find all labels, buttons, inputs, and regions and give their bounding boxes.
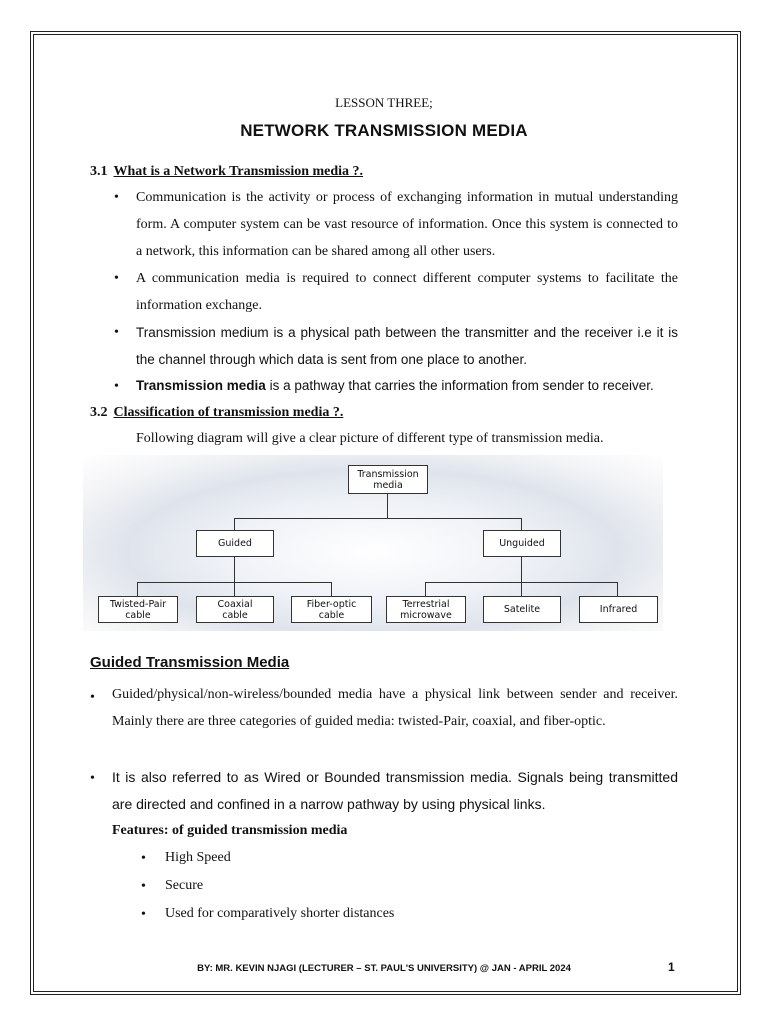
bullet-text: Transmission medium is a physical path between the transmitter and the receiver i.e it is the channel through which data is sent from one place to another. (136, 325, 678, 367)
diagram-node-coaxial (196, 596, 274, 623)
bullet-icon: • (114, 379, 119, 394)
diagram-node-guided (196, 530, 274, 557)
section-title: What is a Network Transmission media ?. (113, 164, 364, 179)
diagram-node-terrestrial-microwave (386, 596, 466, 623)
node-label: Guided (218, 538, 252, 549)
connector-line (521, 518, 522, 530)
section-number: 3.2 (90, 405, 108, 420)
node-label-line: media (373, 479, 403, 491)
feature-item: Secure (165, 878, 204, 893)
features-heading: Features: of guided transmission media (112, 823, 348, 838)
diagram-intro: Following diagram will give a clear picture of different type of transmission media. (136, 431, 604, 446)
connector-line (234, 518, 521, 519)
connector-line (234, 518, 235, 530)
node-label-line: Transmission (357, 468, 419, 480)
diagram-node-infrared (579, 596, 658, 623)
node-label-line: Twisted-Pair (109, 598, 167, 610)
bullet-rest: is a pathway that carries the information from sender to receiver. (265, 378, 654, 393)
diagram-node-fiber-optic (291, 596, 372, 623)
bullet-icon: • (141, 879, 146, 894)
bullet-icon: • (90, 690, 95, 705)
connector-line (617, 582, 618, 596)
connector-line (234, 556, 235, 583)
node-label-line: cable (318, 609, 345, 621)
connector-line (521, 556, 522, 583)
connector-line (521, 582, 522, 596)
connector-line (425, 582, 426, 596)
bullet-icon: • (114, 190, 119, 205)
bullet-text: It is also referred to as Wired or Bounded transmission media. Signals being transmitted are directed and confined in a narrow pathway by using physical links. (112, 769, 678, 812)
connector-line (137, 582, 138, 596)
bullet-icon: • (141, 907, 146, 922)
diagram-node-satellite (483, 596, 561, 623)
section-number: 3.1 (90, 164, 108, 179)
diagram-node-twisted-pair (98, 596, 178, 623)
node-label-line: cable (222, 609, 248, 621)
page-number: 1 (668, 960, 675, 974)
node-label: Satelite (503, 604, 541, 615)
bullet-text: Communication is the activity or process of exchanging information in mutual understanding form. A computer system can be vast resource of information. Once this system is connected to a network, this information can be shared among all other users. (136, 190, 678, 259)
guided-section-heading: Guided Transmission Media (90, 654, 290, 671)
node-label-line: Fiber-optic (306, 598, 357, 610)
bullet-icon: • (141, 851, 146, 866)
feature-item: High Speed (165, 850, 231, 865)
node-label: Unguided (499, 538, 545, 549)
feature-item: Used for comparatively shorter distances (165, 906, 395, 921)
diagram-node-transmission-media (348, 465, 428, 494)
node-label-line: Coaxial (217, 598, 253, 610)
section-title: Classification of transmission media ?. (113, 405, 344, 420)
lesson-label: LESSON THREE; (335, 95, 433, 110)
page-footer: BY: MR. KEVIN NJAGI (LECTURER – ST. PAUL'S UNIVERSITY) @ JAN - APRIL 2024 (197, 963, 571, 974)
bold-term: Transmission media (136, 378, 266, 393)
connector-line (234, 582, 235, 596)
node-label-line: microwave (400, 609, 452, 621)
node-label-line: cable (125, 609, 151, 621)
bullet-text: A communication media is required to connect different computer systems to facilitate the information exchange. (136, 271, 678, 313)
node-label: Infrared (599, 604, 638, 615)
page-title: NETWORK TRANSMISSION MEDIA (240, 121, 528, 140)
connector-line (331, 582, 332, 596)
node-label-line: Terrestrial (402, 598, 450, 610)
connector-line (387, 492, 388, 519)
diagram-node-unguided (483, 530, 561, 557)
bullet-icon: • (90, 771, 95, 786)
bullet-icon: • (114, 271, 119, 286)
bullet-icon: • (114, 325, 119, 340)
bullet-text: Guided/physical/non-wireless/bounded media have a physical link between sender and receiver. Mainly there are three categories of guided media: twisted-Pair, coaxial, and fiber-optic. (112, 687, 678, 729)
